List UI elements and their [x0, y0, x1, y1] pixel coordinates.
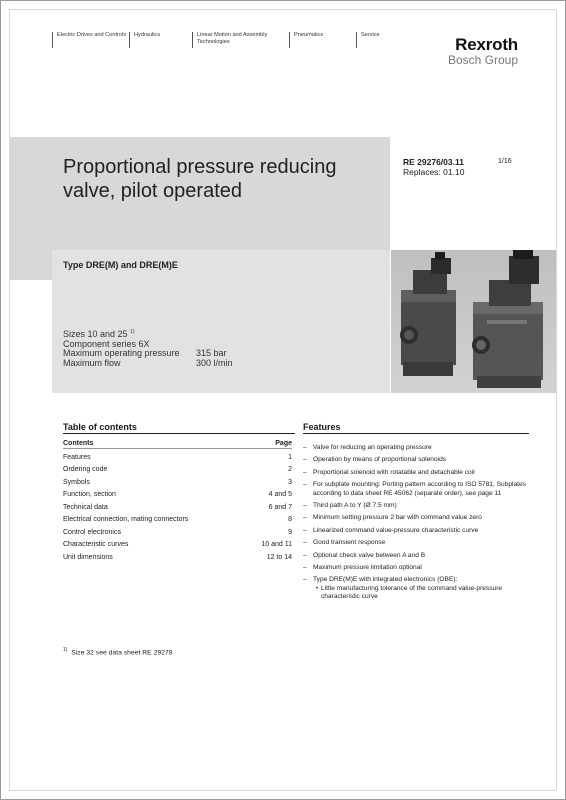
- nav-item-service[interactable]: Service: [356, 32, 401, 48]
- doc-replaces: Replaces: 01.10: [403, 166, 465, 177]
- header-nav: [52, 32, 401, 48]
- spec-label: Component series 6X: [63, 338, 150, 349]
- toc-row[interactable]: Function, section 4 and 5: [63, 491, 292, 499]
- page-title: Proportional pressure reducing valve, pilot operated: [63, 156, 337, 202]
- toc-row[interactable]: Symbols 3: [63, 478, 292, 486]
- nav-item-electric-drives[interactable]: Electric Drives and Controls: [52, 32, 129, 48]
- feature-item: – Valve for reducing an operating pressure: [303, 444, 432, 451]
- product-photo: [391, 250, 556, 393]
- valve-illustration: [391, 250, 556, 393]
- nav-item-hydraulics[interactable]: Hydraulics: [129, 32, 192, 48]
- toc-header-row: [63, 438, 292, 449]
- nav-item-pneumatics[interactable]: Pneumatics: [289, 32, 356, 48]
- feature-subitem: • Little manufacturing tolerance of the command value-pressure characteristic curve: [315, 584, 503, 601]
- features-list: [303, 444, 529, 602]
- toc-row[interactable]: Control electronics 9: [63, 528, 292, 536]
- toc-row[interactable]: Ordering code 2: [63, 466, 292, 474]
- table-of-contents: [63, 438, 292, 564]
- feature-item: – Linearized command value-pressure characteristic curve: [303, 526, 479, 534]
- toc-row[interactable]: Characteristic curves 10 and 11: [63, 541, 292, 549]
- feature-item: – Good transient response: [303, 539, 386, 547]
- footnote: $^{1)}$ Size 32 see data sheet RE 29278: [63, 647, 173, 657]
- logo-brand: Rexroth: [455, 35, 518, 54]
- spec-band: [52, 250, 390, 393]
- toc-col-contents: Contents: [63, 439, 94, 447]
- nav-item-linear-motion[interactable]: Linear Motion and Assembly Technologies: [192, 32, 289, 48]
- feature-item: – Minimum setting pressure 2 bar with command value zero: [303, 514, 482, 522]
- toc-row[interactable]: Technical data 6 and 7: [63, 503, 292, 511]
- doc-number: RE 29276/03.11: [403, 157, 464, 167]
- type-designation: Type DRE(M) and DRE(M)E: [63, 260, 178, 270]
- feature-item: – Optional check valve between A and B: [303, 551, 426, 559]
- spec-row: [63, 359, 233, 369]
- feature-item: – Type DRE(M)E with integrated electronics (OBE):: [303, 576, 458, 584]
- spec-label: Sizes 10 and 25 $^{1)}$: [63, 329, 135, 339]
- page-number: 1/16: [498, 158, 512, 165]
- toc-col-page: Page: [275, 439, 292, 447]
- feature-item: – Maximum pressure limitation optional: [303, 564, 422, 572]
- spec-value: 315 bar: [196, 348, 227, 358]
- logo-group: Bosch Group: [447, 53, 518, 67]
- feature-item: – Third path A to Y (Ø 7.5 mm): [303, 502, 397, 510]
- toc-row[interactable]: Features 1: [63, 453, 292, 461]
- toc-heading: Table of contents: [63, 422, 295, 434]
- spec-label: Maximum flow: [63, 357, 121, 368]
- spec-row: [63, 328, 233, 340]
- document-page: [10, 10, 556, 790]
- spec-label: Maximum operating pressure: [63, 348, 180, 358]
- rexroth-logo: [448, 36, 518, 67]
- feature-item: – Proportional solenoid with rotatable and detachable coil: [303, 468, 475, 476]
- feature-item: – For subplate mounting: Porting pattern according to ISO 5781, Subplates according to data sheet RE 45062 (separate order), see page 11: [303, 481, 526, 497]
- features-heading: Features: [303, 422, 529, 434]
- feature-item: – Operation by means of proportional solenoids: [303, 456, 447, 464]
- toc-row[interactable]: Unit dimensions 12 to 14: [63, 553, 292, 561]
- spec-value: 300 l/min: [196, 357, 233, 368]
- toc-row[interactable]: Electrical connection, mating connectors 8: [63, 516, 292, 524]
- document-reference: [403, 158, 464, 177]
- spec-list: [63, 328, 233, 368]
